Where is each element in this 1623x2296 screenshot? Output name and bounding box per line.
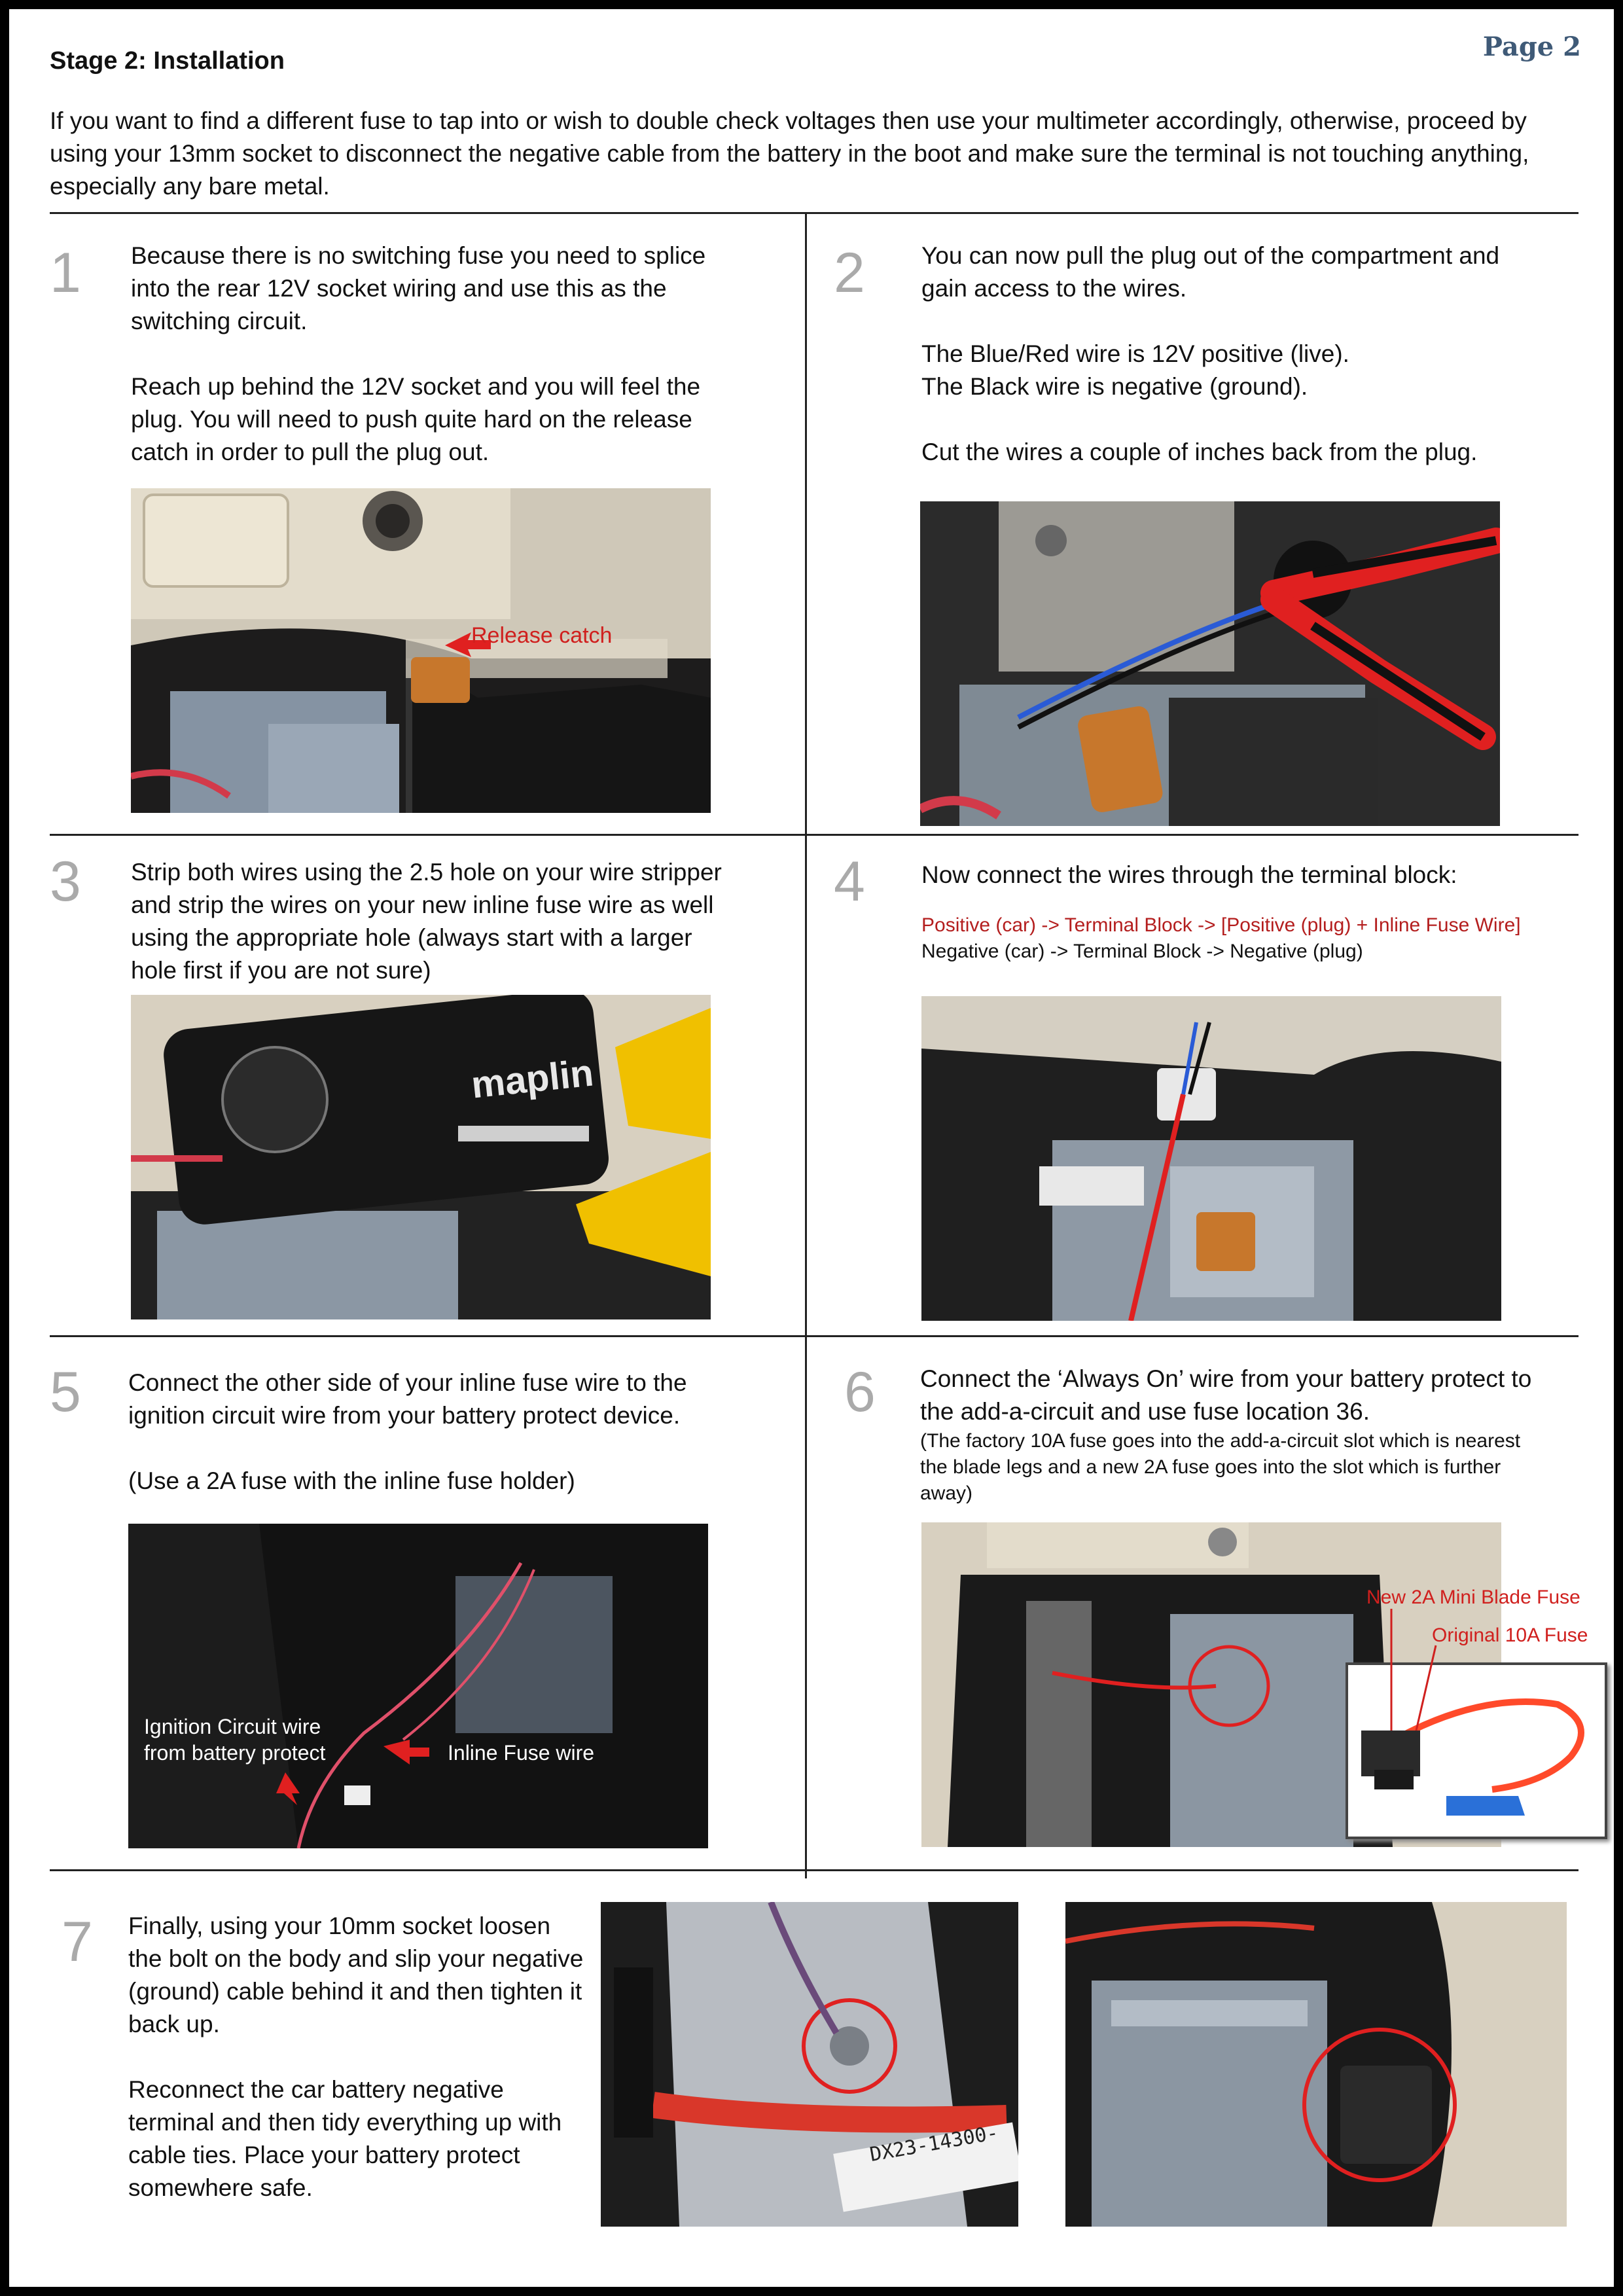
step-7-number: 7 <box>62 1910 93 1973</box>
step-2-photo <box>920 501 1500 826</box>
step-6-note: (The factory 10A fuse goes into the add-a-circuit slot which is nearest the blade legs and a new 2A fuse goes into the slot which is further away) <box>920 1430 1521 1504</box>
step-7-photo-2 <box>1065 1902 1567 2227</box>
divider-row-3 <box>50 1869 1578 1871</box>
step-4-negative-route: Negative (car) -> Terminal Block -> Negative (plug) <box>921 941 1363 962</box>
step-5-label-inline-fuse: Inline Fuse wire <box>448 1741 595 1765</box>
step-1-photo <box>131 488 711 813</box>
step-2-paragraph-1: You can now pull the plug out of the compartment and gain access to the wires. <box>921 242 1500 302</box>
step-7-paragraph-2: Reconnect the car battery negative terminal and then tidy everything up with cable ties. Place your battery protect somewhere safe. <box>128 2076 562 2201</box>
step-2-paragraph-4: Cut the wires a couple of inches back from the plug. <box>921 439 1478 465</box>
step-4-photo <box>921 996 1501 1321</box>
step-2-paragraph-3: The Black wire is negative (ground). <box>921 373 1308 400</box>
step-2-number: 2 <box>834 242 865 304</box>
step-5-paragraph-1: Connect the other side of your inline fuse wire to the ignition circuit wire from your battery protect device. <box>128 1369 687 1429</box>
page-number: Page 2 <box>1482 31 1581 62</box>
divider-row-2 <box>50 1335 1578 1337</box>
step-1-text <box>131 240 740 469</box>
step-6-paragraph-1: Connect the ‘Always On’ wire from your battery protect to the add-a-circuit and use fuse location 36. <box>920 1365 1532 1425</box>
stage-title: Stage 2: Installation <box>50 47 285 75</box>
divider-row-1 <box>50 834 1578 836</box>
step-7-text <box>128 1910 586 2204</box>
step-5-label-ignition-line-2: from battery protect <box>144 1741 326 1765</box>
step-3-text <box>131 856 740 987</box>
divider-top <box>50 212 1578 214</box>
step-1-paragraph-2: Reach up behind the 12V socket and you will feel the plug. You will need to push quite hard on the release catch in order to pull the plug out. <box>131 373 701 465</box>
step-1-number: 1 <box>50 242 81 304</box>
step-1-photo-label: Release catch <box>471 623 613 648</box>
step-5-photo <box>128 1524 708 1848</box>
step-2-text <box>921 240 1543 469</box>
intro-paragraph: If you want to find a different fuse to tap into or wish to double check voltages then use your multimeter accordingly, otherwise, proceed by using your 13mm socket to disconnect the negative cable from the battery in the boot and make sure the terminal is not touching anything, especially any bare metal. <box>50 107 1529 200</box>
step-7-paragraph-1: Finally, using your 10mm socket loosen the bolt on the body and slip your negative (ground) cable behind it and then tighten it back up. <box>128 1912 584 2037</box>
step-2-paragraph-2: The Blue/Red wire is 12V positive (live). <box>921 340 1349 367</box>
step-4-text <box>921 859 1543 965</box>
step-3-photo <box>131 995 711 1319</box>
step-6-text <box>920 1363 1548 1507</box>
step-5-paragraph-2: (Use a 2A fuse with the inline fuse holder) <box>128 1467 575 1494</box>
step-7-photo-1 <box>601 1902 1018 2227</box>
step-5-label-ignition <box>144 1713 325 1766</box>
step-6-label-original-fuse: Original 10A Fuse <box>1432 1624 1588 1646</box>
step-3-number: 3 <box>50 850 81 913</box>
step-5-number: 5 <box>50 1361 81 1424</box>
step-4-positive-route: Positive (car) -> Terminal Block -> [Positive (plug) + Inline Fuse Wire] <box>921 914 1521 936</box>
step-1-paragraph-1: Because there is no switching fuse you need to splice into the rear 12V socket wiring and use this as the switching circuit. <box>131 242 706 334</box>
step-4-paragraph-1: Now connect the wires through the terminal block: <box>921 861 1457 888</box>
step-4-number: 4 <box>834 850 865 913</box>
step-5-text <box>128 1367 743 1498</box>
step-6-label-new-fuse: New 2A Mini Blade Fuse <box>1366 1587 1580 1608</box>
step-3-paragraph-1: Strip both wires using the 2.5 hole on your wire stripper and strip the wires on your new inline fuse wire as well using the appropriate hole (always start with a larger hole first if you are not sure) <box>131 859 722 984</box>
step-5-label-ignition-line-1: Ignition Circuit wire <box>144 1715 321 1738</box>
divider-vertical-upper <box>805 212 807 1878</box>
document-sheet <box>9 9 1614 2287</box>
step-7-photo-part-label: DX23-14300- <box>868 2121 1001 2166</box>
step-6-label-pointer-lines <box>1370 1606 1501 1737</box>
step-3-photo-brand: maplin <box>469 1051 596 1107</box>
step-6-number: 6 <box>844 1361 876 1424</box>
